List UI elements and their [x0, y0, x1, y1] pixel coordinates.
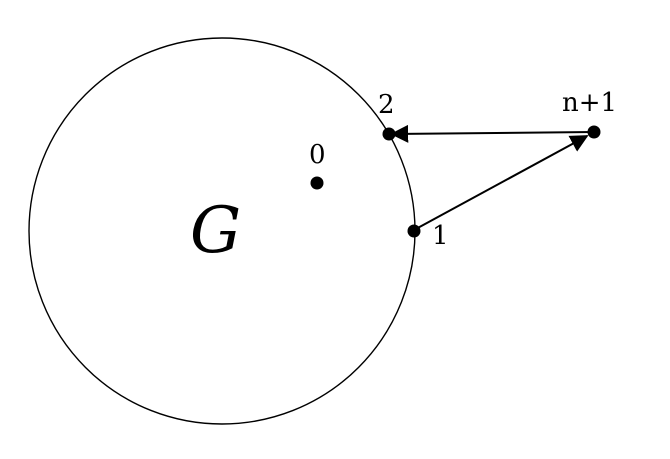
- node-1-dot: [408, 225, 421, 238]
- node-n-plus-1-label: n+1: [562, 88, 618, 118]
- node-0-label: 0: [309, 140, 326, 170]
- node-2-label: 2: [378, 90, 395, 120]
- node-2-dot: [383, 128, 396, 141]
- edge-n-plus-1-to-2: [392, 132, 594, 134]
- edge-1-to-n-plus-1: [414, 136, 587, 230]
- node-0-dot: [311, 177, 324, 190]
- node-1-label: 1: [432, 221, 449, 251]
- graph-label: G: [190, 194, 242, 268]
- node-n-plus-1-dot: [588, 126, 601, 139]
